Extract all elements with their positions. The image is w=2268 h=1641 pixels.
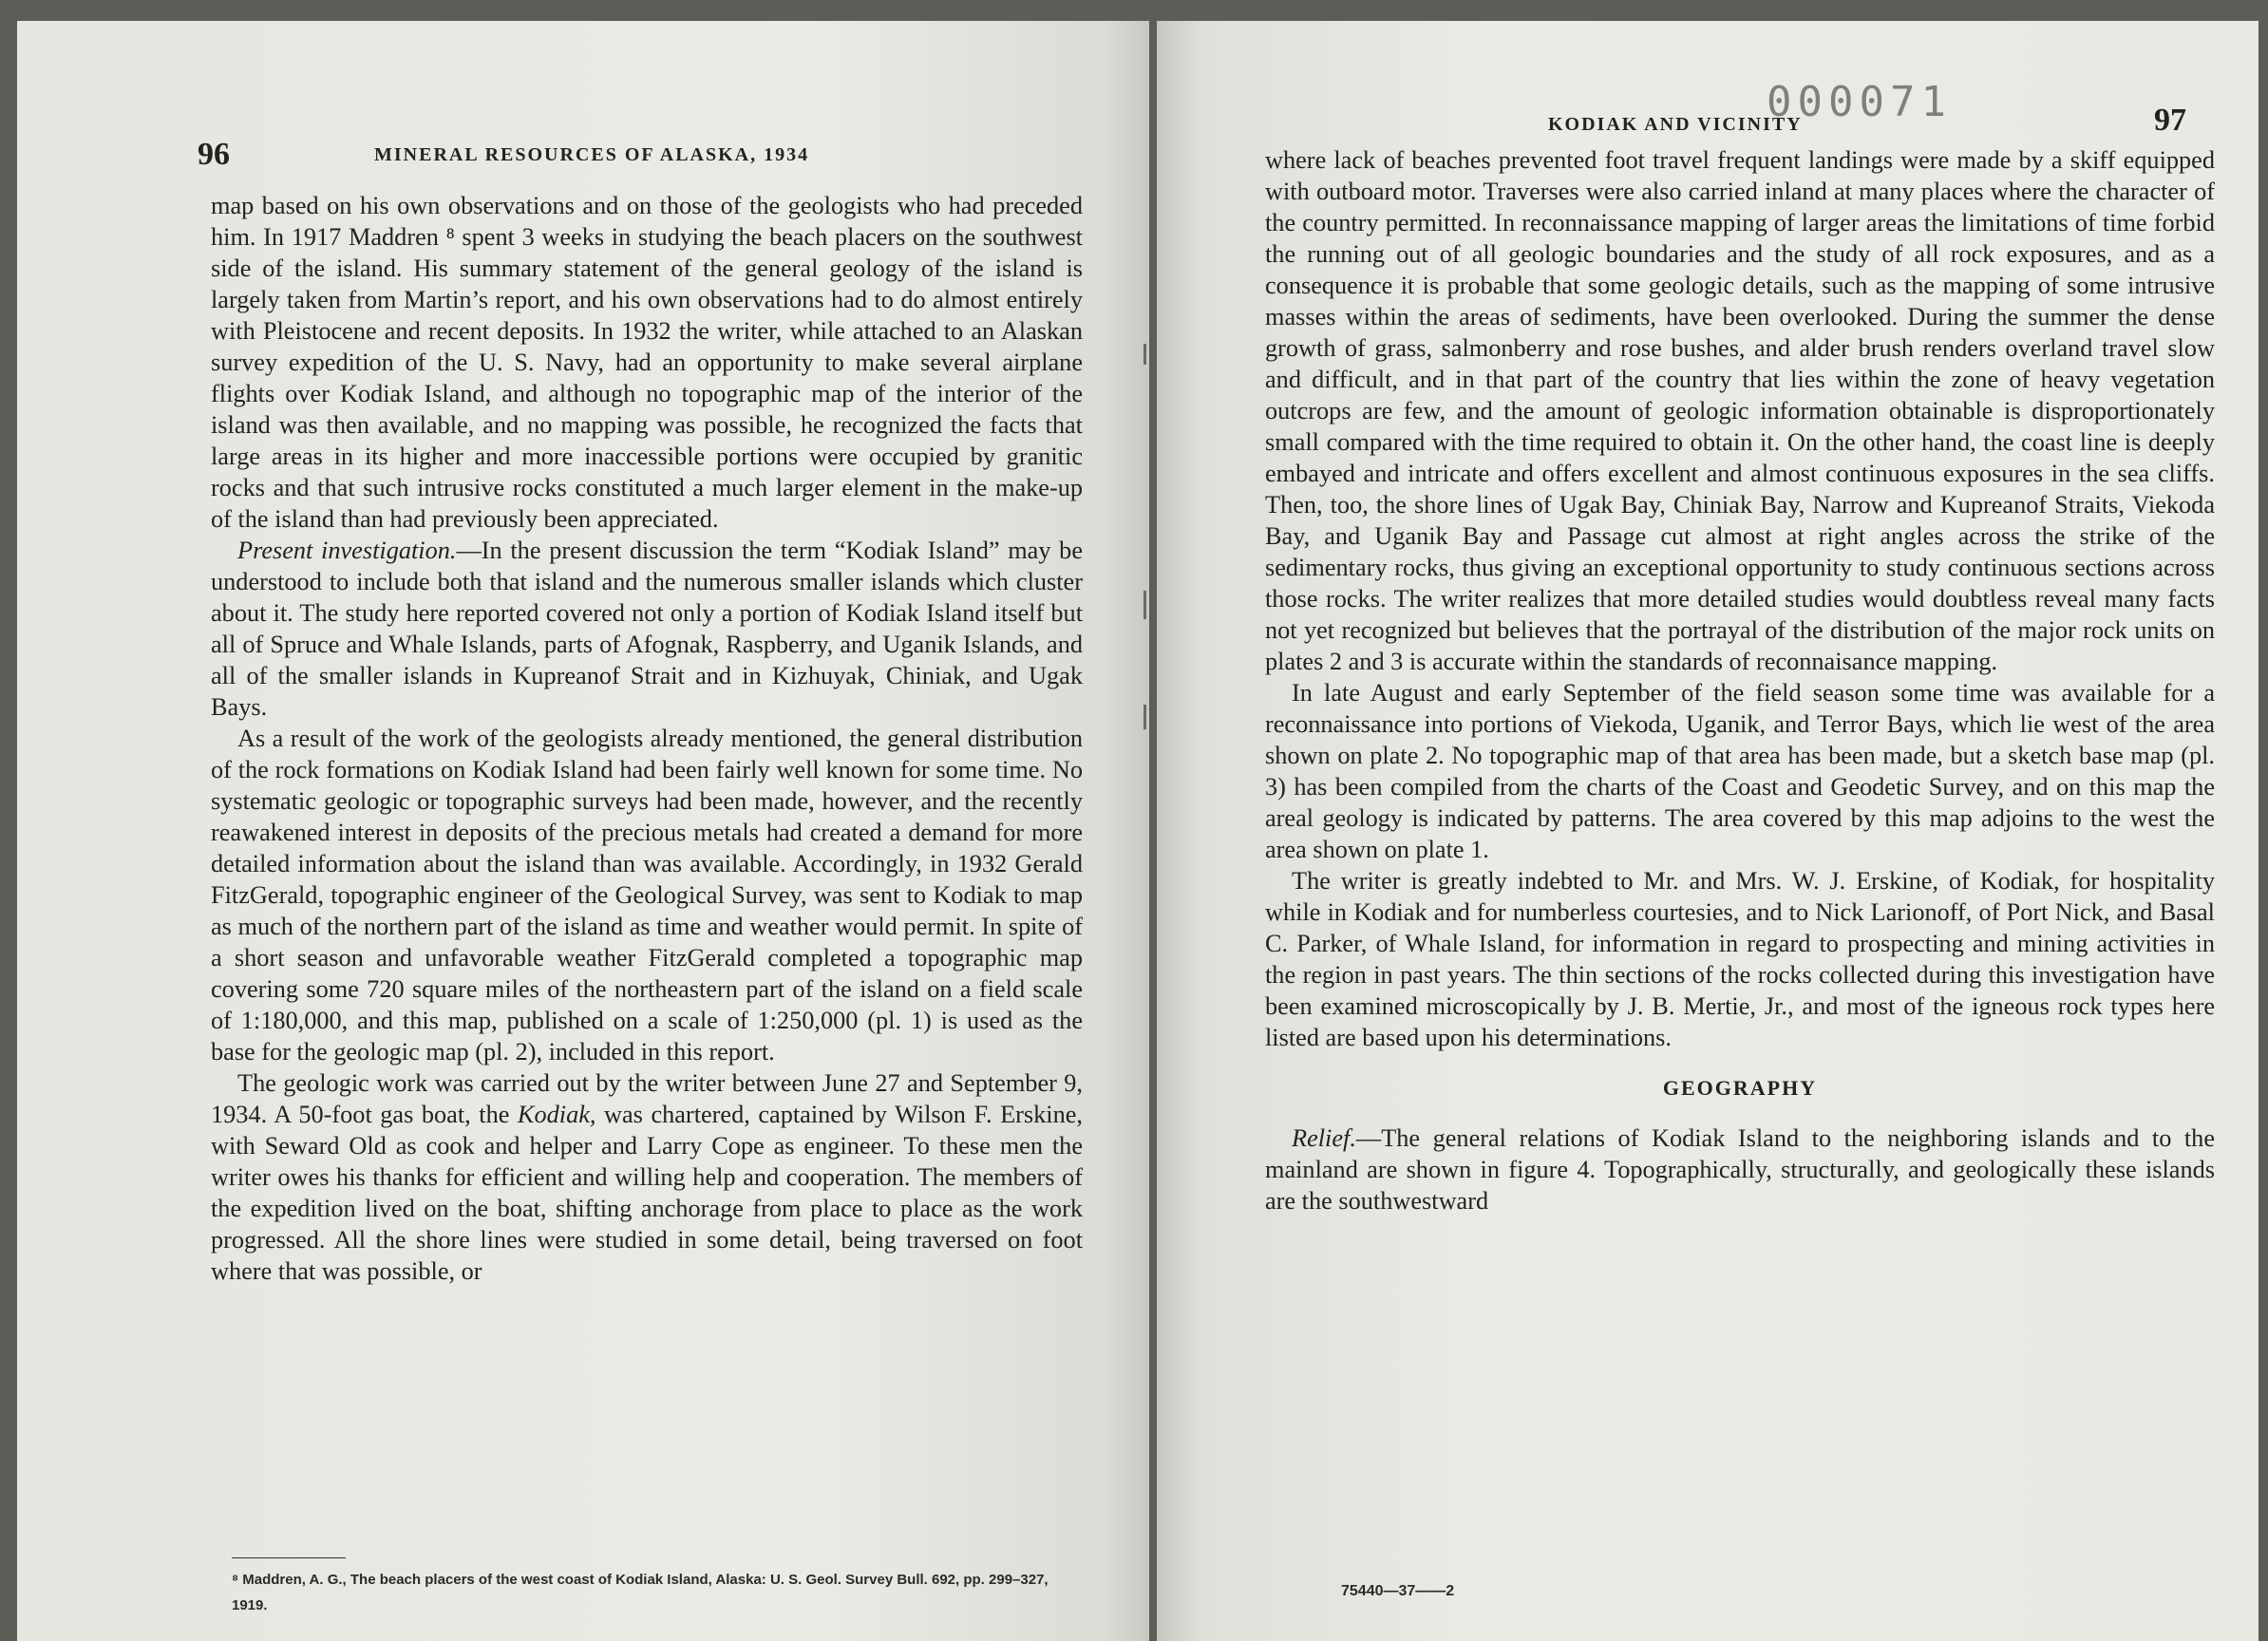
section-heading: GEOGRAPHY <box>1662 1076 1818 1100</box>
right-page-header <box>1157 78 2259 138</box>
paragraph <box>1265 677 2215 865</box>
running-head: KODIAK AND VICINITY <box>1548 114 1803 135</box>
paragraph-text: map based on his own observations and on those of the geologists who had preceded him. In 1917 Maddren ⁸ spent 3 weeks in studying the beach placers on the southwest side of the island. His summary statement of the general geology of the island is largely taken from Martin’s report, and his own observations had to do almost entirely with Pleistocene and recent deposits. In 1932 the writer, while attached to an Alaskan survey expedition of the U. S. Navy, had an opportunity to make several airplane flights over Kodiak Island, and although no topographic map of the interior of the island was then available, and no mapping was possible, he recognized the facts that large areas in its higher and more inaccessible portions were occupied by granitic rocks and that such intrusive rocks constituted a much larger element in the make-up of the island than had previously been appreciated. <box>211 192 1083 533</box>
paragraph-text: —In the present discussion the term “Kodiak Island” may be understood to include both that island and the numerous smaller islands which cluster about it. The study here reported covered not only a portion of Kodiak Island itself but all of Spruce and Whale Islands, parts of Afognak, Raspberry, and Uganik Islands, and all of the smaller islands in Kupreanof Strait and in Kizhuyak, Chiniak, and Ugak Bays. <box>211 537 1084 721</box>
running-head: MINERAL RESOURCES OF ALASKA, 1934 <box>374 144 810 165</box>
archive-stamp: 000071 <box>1767 78 1952 126</box>
footnote-rule <box>232 1557 346 1558</box>
left-page <box>17 21 1149 1641</box>
paragraph <box>1265 865 2215 1053</box>
paragraph <box>1265 1122 2215 1217</box>
gutter-mark <box>1143 705 1146 729</box>
paragraph-lead: Relief. <box>1292 1124 1356 1152</box>
right-body-text <box>1265 144 2215 1217</box>
paragraph <box>1265 144 2215 677</box>
paragraph-text: where lack of beaches prevented foot travel frequent landings were made by a skiff equipped with outboard motor. Traverses were also carried inland at many places where the character of the country permitted. In reconnaissance mapping of larger areas the limitations of time forbid the running out of all geologic boundaries and the study of all rock exposures, and as a consequence it is probable that some geologic details, such as the mapping of some intrusive masses within the areas of sediments, have been overlooked. During the summer the dense growth of grass, salmonberry and rose bushes, and alder brush renders overland travel slow and difficult, and in that part of the country that lies within the zone of heavy vegetation outcrops are few, and the amount of geologic information obtainable is disproportionately small compared with the time required to obtain it. On the other hand, the coast line is deeply embayed and intricate and offers excellent and almost continuous exposures in the sea cliffs. Then, too, the shore lines of Ugak Bay, Chiniak Bay, Narrow and Kupreanof Straits, Viekoda Bay, and Uganik Bay and Passage cut almost at right angles across the strike of the sedimentary rocks, thus giving an exceptional opportunity to study continuous sections across those rocks. The writer realizes that more detailed studies would doubtless reveal many facts not yet recognized but believes that the portrayal of the distribution of the major rock units on plates 2 and 3 is accurate within the standards of reconnaisance mapping. <box>1265 146 2215 675</box>
paragraph-text: The writer is greatly indebted to Mr. and Mrs. W. J. Erskine, of Kodiak, for hospitality while in Kodiak and for numberless courtesies, and to Nick Larionoff, of Port Nick, and Basal C. Parker, of Whale Island, for information in regard to prospecting and mining activities in the region in past years. The thin sections of the rocks collected during this investigation have been examined microscopically by J. B. Mertie, Jr., and most of the igneous rock types here listed are based upon his determinations. <box>1265 867 2215 1051</box>
paragraph-text: In late August and early September of the field season some time was available for a reconnaissance into portions of Viekoda, Uganik, and Terror Bays, which lie west of the area shown on plate 2. No topographic map of that area has been made, but a sketch base map (pl. 3) has been compiled from the charts of the Coast and Geodetic Survey, and on this map the areal geology is indicated by patterns. The area covered by this map adjoins to the west the area shown on plate 1. <box>1265 679 2215 863</box>
paragraph <box>211 190 1083 535</box>
left-body-text <box>211 190 1083 1287</box>
paragraph-text: As a result of the work of the geologists already mentioned, the general distribution of the rock formations on Kodiak Island had been fairly well known for some time. No systematic geologic or topographic surveys had been made, however, and the recently reawakened interest in deposits of the precious metals had created a demand for more detailed information about the island than was available. Accordingly, in 1932 Gerald FitzGerald, topographic engineer of the Geological Survey, was sent to Kodiak to map as much of the northern part of the island as time and weather would permit. In spite of a short season and unfavorable weather FitzGerald completed a topographic map covering some 720 square miles of the northeastern part of the island on a field scale of 1:180,000, and this map, published on a scale of 1:250,000 (pl. 1) is used as the base for the geologic map (pl. 2), included in this report. <box>211 725 1083 1066</box>
paragraph-text: was chartered, captained by Wilson F. Erskine, with Seward Old as cook and helper and Larry Cope as engineer. To these men the writer owes his thanks for efficient and willing help and cooperation. The members of the expedition lived on the boat, shifting anchorage from place to place as the work progressed. All the shore lines were studied in some detail, being traversed on foot where that was possible, or <box>211 1101 1083 1285</box>
left-page-header <box>17 78 1149 172</box>
signature-line: 75440—37——2 <box>1341 1583 1455 1599</box>
paragraph <box>211 1067 1083 1287</box>
page-number: 97 <box>2154 103 2186 138</box>
paragraph <box>211 723 1083 1067</box>
gutter-mark <box>1143 591 1146 619</box>
right-page <box>1157 21 2259 1641</box>
paragraph-text: —The general relations of Kodiak Island to the neighboring islands and to the mainland are shown in figure 4. Topographically, structurally, and geologically these islands are the southwestward <box>1265 1124 2215 1215</box>
page-number: 96 <box>198 137 230 172</box>
gutter-mark <box>1143 344 1146 365</box>
paragraph-text: The geologic work was carried out by the writer between June 27 and September 9, 1934. A 50-foot gas boat, the <box>211 1069 1083 1128</box>
footnote: ⁸ Maddren, A. G., The beach placers of the west coast of Kodiak Island, Alaska: U. S. Geol. Survey Bull. 692, pp. 299–327, 1919. <box>232 1572 1049 1613</box>
paragraph <box>211 535 1083 723</box>
paragraph-lead: Present investigation. <box>237 537 457 564</box>
vessel-name: Kodiak, <box>517 1101 596 1128</box>
